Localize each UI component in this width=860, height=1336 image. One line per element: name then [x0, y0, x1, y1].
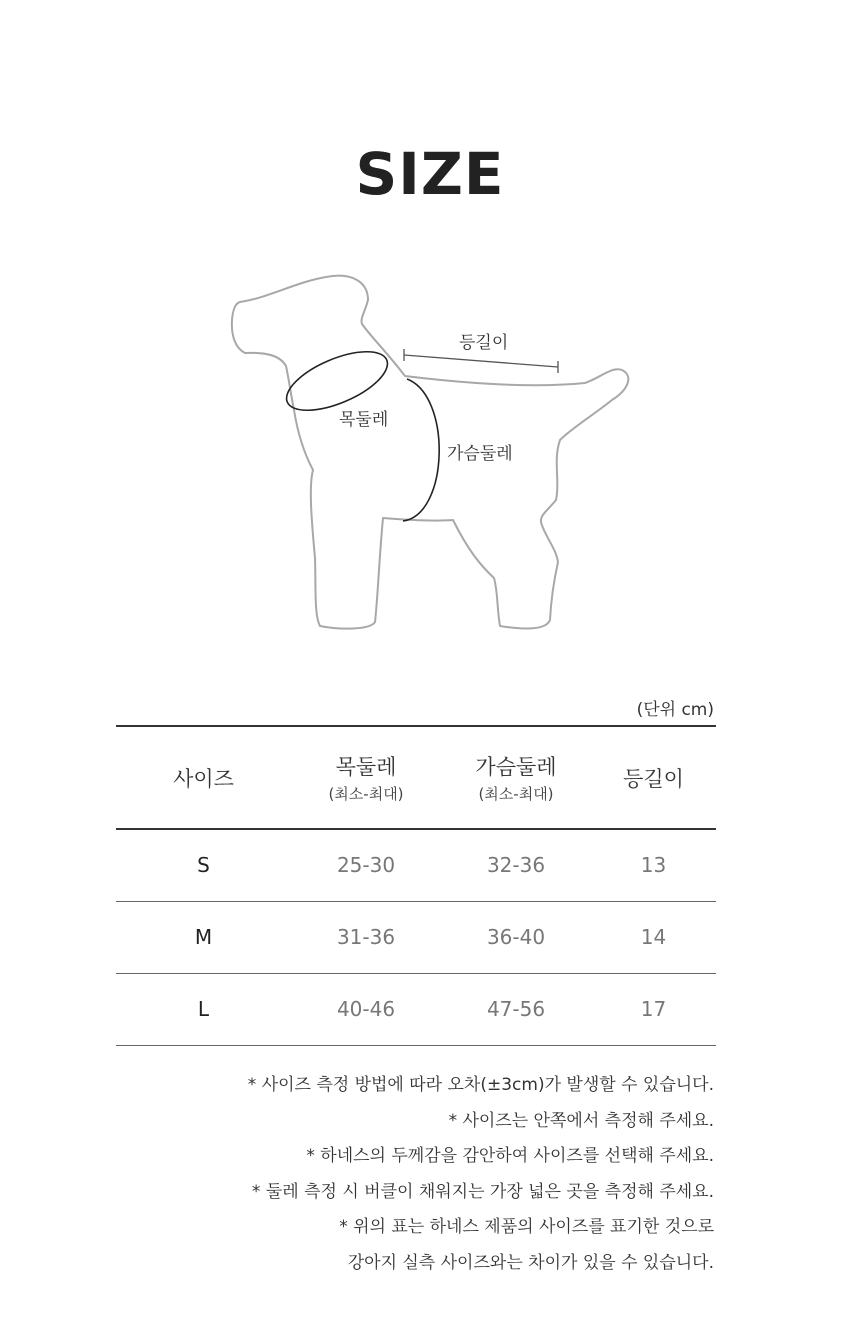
neck-label: 목둘레 — [339, 410, 389, 430]
back-length-cell: 17 — [640, 997, 667, 1021]
header-chest — [441, 726, 591, 829]
notes — [248, 1068, 714, 1281]
size-cell: S — [197, 853, 210, 878]
chest-cell: 36-40 — [486, 925, 546, 949]
header-chest-label: 가슴둘레 — [475, 755, 557, 779]
chest-label: 가슴둘레 — [447, 444, 513, 464]
header-back-length — [591, 726, 716, 829]
dog-silhouette — [232, 276, 628, 629]
size-cell: M — [194, 925, 213, 949]
note-line: * 사이즈 측정 방법에 따라 오차(±3cm)가 발생할 수 있습니다. — [247, 1075, 714, 1095]
page-title: SIZE — [355, 140, 505, 208]
size-cell: L — [197, 997, 210, 1021]
header-neck-sub: (최소-최대) — [328, 785, 404, 803]
neck-cell: 31-36 — [336, 925, 396, 949]
table-row — [116, 901, 716, 973]
unit-label: (단위 cm) — [636, 700, 714, 720]
chest-cell: 32-36 — [486, 853, 546, 878]
table-row — [116, 829, 716, 901]
header-size — [116, 726, 291, 829]
note-line: * 사이즈는 안쪽에서 측정해 주세요. — [448, 1110, 714, 1131]
note-line: * 둘레 측정 시 버클이 채워지는 가장 넓은 곳을 측정해 주세요. — [251, 1181, 714, 1202]
header-neck-label: 목둘레 — [335, 755, 397, 779]
table-header-row — [116, 726, 716, 829]
back-length-cell: 14 — [640, 925, 667, 949]
table-row — [116, 973, 716, 1045]
header-size-label: 사이즈 — [173, 766, 234, 791]
header-chest-sub: (최소-최대) — [478, 785, 554, 803]
header-back-length-label: 등길이 — [623, 766, 684, 791]
neck-cell: 40-46 — [336, 997, 396, 1021]
chest-measure-curve — [403, 379, 439, 521]
back-length-cell: 13 — [640, 853, 667, 878]
note-line: * 하네스의 두께감을 감안하여 사이즈를 선택해 주세요. — [306, 1146, 714, 1166]
chest-cell: 47-56 — [486, 997, 546, 1021]
back-length-line — [404, 355, 558, 367]
neck-cell: 25-30 — [336, 853, 396, 878]
size-table — [116, 725, 716, 1046]
header-neck — [291, 726, 441, 829]
note-line: 강아지 실측 사이즈와는 차이가 있을 수 있습니다. — [347, 1252, 714, 1273]
back-length-label: 등길이 — [459, 333, 509, 353]
note-line: * 위의 표는 하네스 제품의 사이즈를 표기한 것으로 — [339, 1217, 714, 1237]
